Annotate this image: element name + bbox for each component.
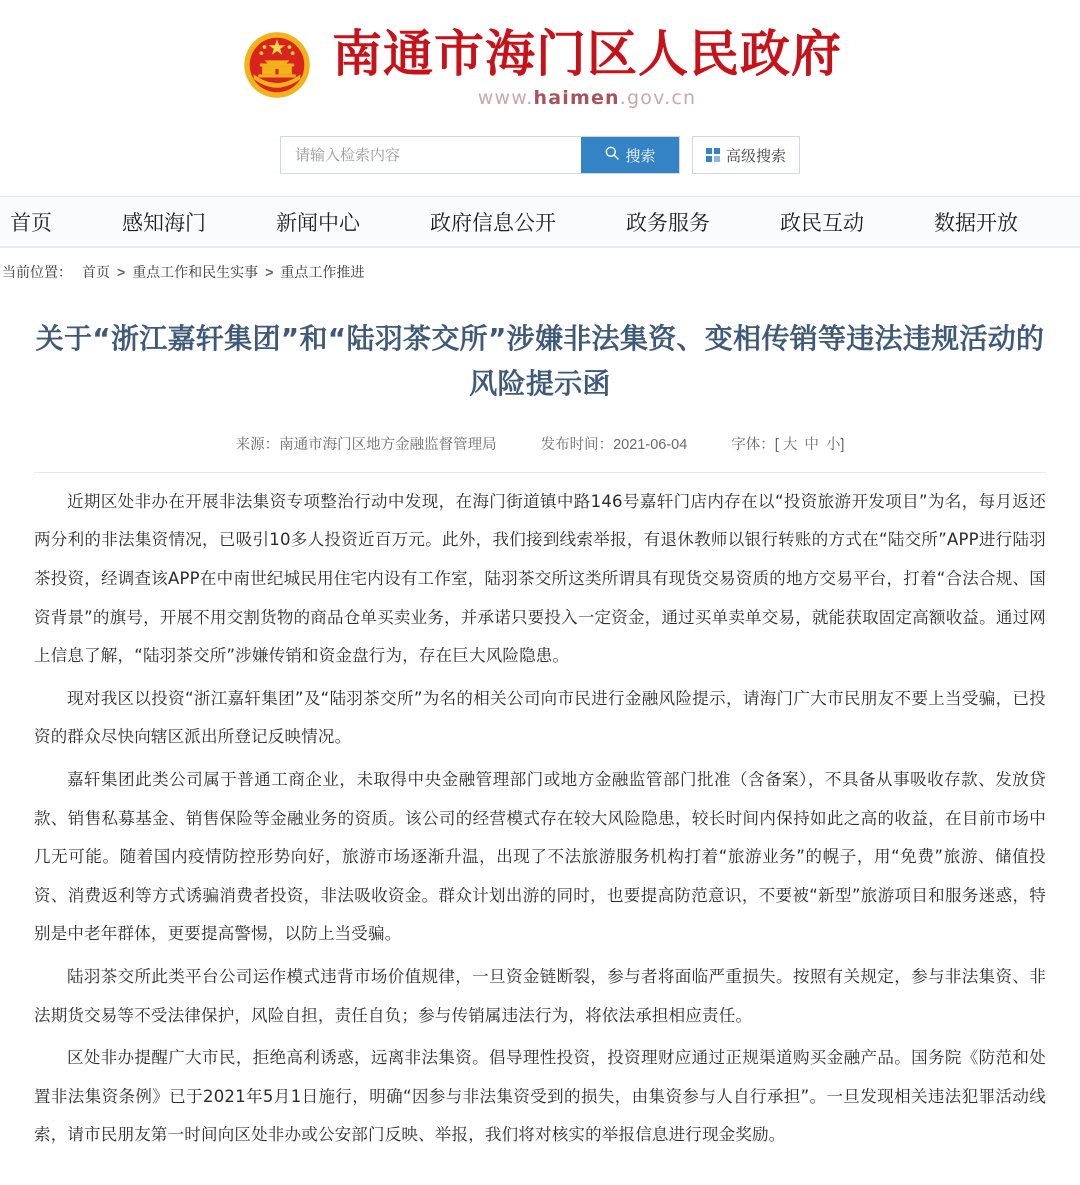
font-size-large[interactable]: 大 bbox=[782, 436, 798, 453]
breadcrumb-separator: > bbox=[265, 264, 274, 280]
breadcrumb bbox=[0, 248, 1080, 294]
page-title: 关于“浙江嘉轩集团”和“陆羽茶交所”涉嫌非法集资、变相传销等违法违规活动的风险提示函 bbox=[35, 322, 1045, 401]
breadcrumb-label: 当前位置： bbox=[2, 264, 72, 280]
main-nav bbox=[0, 196, 1080, 248]
article-publish-date bbox=[541, 433, 688, 454]
article-meta bbox=[34, 433, 1046, 454]
search-button-label: 搜索 bbox=[625, 147, 656, 165]
bracket-open: [ bbox=[774, 436, 779, 453]
article bbox=[0, 316, 1080, 1185]
article-paragraph: 区处非办提醒广大市民，拒绝高利诱惑，远离非法集资。倡导理性投资，投资理财应通过正规渠道购买金融产品。国务院《防范和处置非法集资条例》已于2021年5月1日施行，明确“因参与非法集资受到的损失，由集资参与人自行承担”。一旦发现相关违法犯罪活动线索，请市民朋友第一时间向区处非办或公安部门反映、举报，我们将对核实的举报信息进行现金奖励。 bbox=[34, 1048, 1046, 1145]
grid-search-icon bbox=[706, 148, 720, 162]
article-paragraph: 近期区处非办在开展非法集资专项整治行动中发现，在海门街道镇中路146号嘉轩门店内存在以“投资旅游开发项目”为名，每月返还两分利的非法集资情况，已吸引10多人投资近百万元。此外，我们接到线索举报，有退休教师以银行转账的方式在“陆交所”APP进行陆羽茶投资，经调查该APP在中南世纪城民用住宅内设有工作室，陆羽茶交所这类所谓具有现货交易资质的地方交易平台，打着“合法合规、国资背景”的旗号，开展不用交割货物的商品仓单买卖业务，并承诺只要投入一定资金，通过买单卖单交易，就能获取固定高额收益。通过网上信息了解，“陆羽茶交所”涉嫌传销和资金盘行为，存在巨大风险隐患。 bbox=[34, 491, 1046, 666]
article-divider bbox=[34, 472, 1046, 473]
breadcrumb-item-home[interactable]: 首页 bbox=[82, 264, 110, 280]
article-paragraph: 嘉轩集团此类公司属于普通工商企业，未取得中央金融管理部门或地方金融监管部门批准（含备案），不具备从事吸收存款、发放贷款、销售私募基金、销售保险等金融业务的资质。该公司的经营模式存在较大风险隐患，较长时间内保持如此之高的收益，在目前市场中几无可能。随着国内疫情防控形势向好，旅游市场逐渐升温，出现了不法旅游服务机构打着“旅游业务”的幌子，用“免费”旅游、储值投资、消费返利等方式诱骗消费者投资，非法吸收资金。群众计划出游的同时，也要提高防范意识，不要被“新型”旅游项目和服务迷惑，特别是中老年群体，更要提高警惕，以防上当受骗。 bbox=[34, 769, 1046, 944]
search-row bbox=[0, 136, 1080, 196]
date-label: 发布时间： bbox=[540, 436, 614, 453]
font-label: 字体： bbox=[731, 436, 775, 453]
url-suffix: .gov.cn bbox=[619, 87, 697, 109]
advanced-search-button[interactable] bbox=[692, 136, 800, 174]
nav-item-news[interactable]: 新闻中心 bbox=[276, 210, 360, 235]
national-emblem-icon bbox=[238, 26, 316, 104]
url-brand: haimen bbox=[533, 87, 620, 109]
font-size-small[interactable]: 小 bbox=[825, 436, 841, 453]
breadcrumb-item-key-work[interactable]: 重点工作和民生实事 bbox=[132, 264, 259, 280]
nav-item-gov-info[interactable]: 政府信息公开 bbox=[430, 210, 556, 235]
search-box bbox=[280, 136, 680, 174]
article-paragraph: 陆羽茶交所此类平台公司运作模式违背市场价值规律，一旦资金链断裂，参与者将面临严重损失。按照有关规定，参与非法集资、非法期货交易等不受法律保护，风险自担，责任自负；参与传销属违法行为，将依法承担相应责任。 bbox=[34, 967, 1046, 1025]
font-size-control bbox=[731, 433, 844, 454]
search-input[interactable] bbox=[281, 137, 581, 173]
advanced-search-label: 高级搜索 bbox=[725, 147, 786, 165]
bracket-close: ] bbox=[840, 436, 845, 453]
source-label: 来源： bbox=[235, 436, 280, 453]
nav-item-interact[interactable]: 政民互动 bbox=[780, 210, 864, 235]
date-value: 2021-06-04 bbox=[613, 436, 688, 453]
site-title: 南通市海门区人民政府 bbox=[332, 25, 842, 83]
breadcrumb-item-key-work-progress[interactable]: 重点工作推进 bbox=[280, 264, 365, 280]
url-prefix: www. bbox=[477, 87, 534, 109]
breadcrumb-separator: > bbox=[117, 264, 126, 280]
source-value: 南通市海门区地方金融监督管理局 bbox=[279, 436, 497, 453]
brand-row bbox=[0, 26, 1080, 118]
site-url bbox=[478, 87, 696, 109]
nav-item-perceive[interactable]: 感知海门 bbox=[122, 210, 206, 235]
search-button[interactable] bbox=[581, 137, 679, 173]
nav-item-open-data[interactable]: 数据开放 bbox=[934, 210, 1018, 235]
site-header bbox=[0, 0, 1080, 196]
article-source bbox=[236, 433, 497, 454]
nav-item-services[interactable]: 政务服务 bbox=[626, 210, 710, 235]
article-body bbox=[34, 483, 1046, 1155]
article-paragraph: 现对我区以投资“浙江嘉轩集团”及“陆羽茶交所”为名的相关公司向市民进行金融风险提示，请海门广大市民朋友不要上当受骗，已投资的群众尽快向辖区派出所登记反映情况。 bbox=[34, 688, 1046, 747]
font-size-medium[interactable]: 中 bbox=[804, 436, 819, 453]
brand-text bbox=[332, 26, 842, 109]
nav-item-home[interactable]: 首页 bbox=[10, 210, 52, 235]
magnifier-icon bbox=[604, 145, 620, 165]
